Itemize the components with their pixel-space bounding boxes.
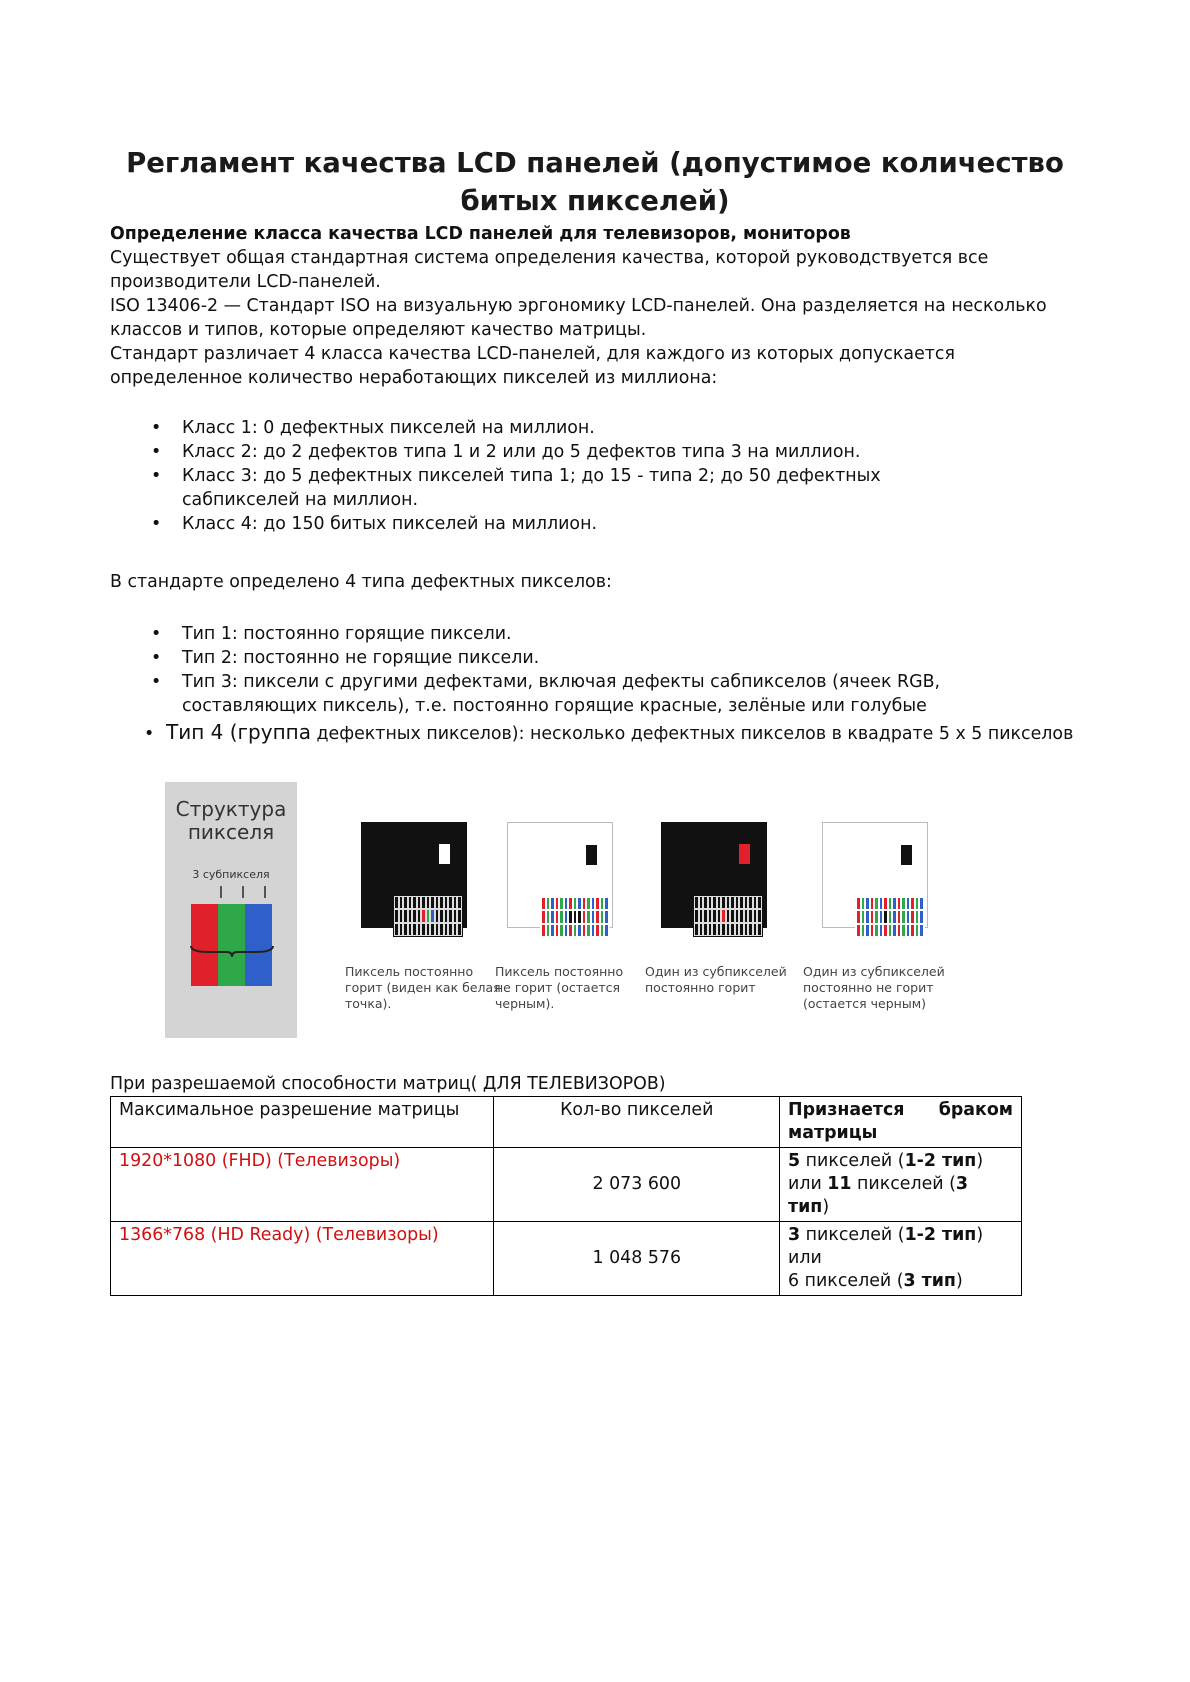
subpixel-cell bbox=[907, 898, 910, 909]
subpixel-cell bbox=[704, 910, 707, 921]
subpixel-cell bbox=[458, 924, 461, 935]
subpixel-cell bbox=[754, 910, 757, 921]
subpixel-cell bbox=[754, 897, 757, 908]
subpixel-cell bbox=[409, 924, 412, 935]
list-item bbox=[110, 440, 1110, 464]
subpixel-cell bbox=[418, 897, 421, 908]
subpixel-cell bbox=[605, 898, 608, 909]
structure-title-line-2: пикселя bbox=[187, 820, 275, 844]
defect-part: 6 пикселей ( bbox=[788, 1271, 904, 1291]
intro-paragraph-2: ISO 13406-2 — Стандарт ISO на визуальную эргономику LCD-панелей. Она разделяется на несколько классов и типов, которые определяют качество матрицы. bbox=[110, 296, 1047, 340]
subpixel-cell bbox=[704, 924, 707, 935]
structure-title-line-1: Структура bbox=[175, 797, 287, 821]
subpixel-cell bbox=[695, 910, 698, 921]
caption-dead-subpixel: Один из субпикселей постоянно не горит (остается черным) bbox=[803, 964, 945, 1011]
subpixel-cell bbox=[695, 924, 698, 935]
structure-subtitle: 3 субпикселя bbox=[192, 868, 270, 881]
subpixel-cell bbox=[916, 898, 919, 909]
subpixel-cell bbox=[754, 924, 757, 935]
subpixel-cell bbox=[749, 897, 752, 908]
list-item bbox=[110, 416, 1110, 440]
type-2-text: Тип 2: постоянно не горящие пиксели. bbox=[182, 648, 540, 668]
subpixel-cell bbox=[578, 898, 581, 909]
subpixel-cell bbox=[596, 911, 599, 922]
class-1-text: Класс 1: 0 дефектных пикселей на миллион. bbox=[182, 418, 595, 438]
subpixel-cell bbox=[436, 910, 439, 921]
caption-dead-pixel: Пиксель постоянно не горит (остается черным). bbox=[495, 964, 624, 1011]
defect-part: 11 bbox=[827, 1174, 852, 1194]
subpixel-cell bbox=[718, 924, 721, 935]
subpixel-cell bbox=[722, 924, 725, 935]
defect-cell bbox=[780, 1148, 1022, 1222]
defect-part: 5 bbox=[788, 1151, 801, 1171]
subpixel-cell bbox=[574, 925, 577, 936]
subpixel-cell bbox=[565, 911, 568, 922]
pixel-structure-panel bbox=[165, 782, 297, 1038]
subpixel-cell bbox=[916, 911, 919, 922]
subpixel-cell bbox=[431, 924, 434, 935]
subpixel-cell bbox=[400, 924, 403, 935]
bullet-icon: • bbox=[151, 648, 162, 668]
subpixel-cell bbox=[569, 898, 572, 909]
bullet-icon: • bbox=[151, 514, 162, 534]
black-dot bbox=[901, 845, 912, 865]
header-resolution: Максимальное разрешение матрицы bbox=[111, 1097, 494, 1148]
subpixel-cell bbox=[592, 925, 595, 936]
subpixel-cell bbox=[700, 924, 703, 935]
subpixel-cell bbox=[731, 897, 734, 908]
subpixel-cell bbox=[445, 910, 448, 921]
subpixel-cell bbox=[436, 924, 439, 935]
resolution-cell: 1920*1080 (FHD) (Телевизоры) bbox=[111, 1148, 494, 1222]
subpixel-cell bbox=[596, 925, 599, 936]
subpixel-cell bbox=[556, 925, 559, 936]
subpixel-cell bbox=[592, 911, 595, 922]
subpixel-cell bbox=[704, 897, 707, 908]
subpixel-ticks bbox=[220, 886, 266, 898]
subpixel-cell bbox=[578, 925, 581, 936]
subpixel-cell bbox=[556, 911, 559, 922]
subpixel-cell bbox=[745, 924, 748, 935]
subpixel-cell bbox=[736, 910, 739, 921]
list-item bbox=[110, 646, 1110, 670]
demo-stuck-white-pixel bbox=[361, 822, 467, 928]
subpixel-cell bbox=[587, 911, 590, 922]
resolution-table bbox=[110, 1096, 1022, 1296]
subpixel-cell bbox=[601, 898, 604, 909]
defect-part: 1-2 тип bbox=[904, 1151, 977, 1171]
defect-part: пикселей ( bbox=[800, 1225, 905, 1245]
caption-stuck-subpixel: Один из субпикселей постоянно горит bbox=[645, 964, 787, 995]
subpixel-cell bbox=[601, 911, 604, 922]
subpixel-cell bbox=[569, 911, 572, 922]
subpixel-cell bbox=[542, 911, 545, 922]
subpixel-cell bbox=[875, 925, 878, 936]
red-dot bbox=[739, 844, 750, 864]
subpixel-cell bbox=[880, 898, 883, 909]
subpixel-cell bbox=[727, 910, 730, 921]
demo-dead-subpixel bbox=[822, 822, 928, 928]
subpixel-cell bbox=[722, 910, 725, 921]
subpixel-cell bbox=[871, 898, 874, 909]
subpixel-cell bbox=[866, 911, 869, 922]
subpixel-cell bbox=[395, 897, 398, 908]
section-subheading: Определение класса качества LCD панелей для телевизоров, мониторов bbox=[110, 224, 851, 244]
subpixel-cell bbox=[605, 911, 608, 922]
subpixel-cell bbox=[449, 897, 452, 908]
subpixel-cell bbox=[547, 911, 550, 922]
type-4-lead: Тип 4 (группа bbox=[166, 720, 311, 744]
subpixel-cell bbox=[418, 910, 421, 921]
subpixel-cell bbox=[709, 910, 712, 921]
subpixel-cell bbox=[578, 911, 581, 922]
list-item bbox=[110, 622, 1110, 646]
type-list bbox=[110, 622, 1110, 718]
defect-part: 3 bbox=[788, 1225, 801, 1245]
subpixel-cell bbox=[758, 924, 761, 935]
intro-paragraph-3: Стандарт различает 4 класса качества LCD-панелей, для каждого из которых допускается определенное количество неработающих пикселей из миллиона: bbox=[110, 344, 955, 388]
subpixel-cell bbox=[700, 910, 703, 921]
subpixel-cell bbox=[862, 925, 865, 936]
subpixel-cell bbox=[422, 910, 425, 921]
subpixel-cell bbox=[731, 924, 734, 935]
subpixel-cell bbox=[583, 911, 586, 922]
subpixel-cell bbox=[713, 924, 716, 935]
list-item bbox=[110, 512, 1110, 536]
subpixel-cell bbox=[907, 925, 910, 936]
subpixel-cell bbox=[866, 925, 869, 936]
resolution-cell: 1366*768 (HD Ready) (Телевизоры) bbox=[111, 1222, 494, 1296]
defect-cell bbox=[780, 1222, 1022, 1296]
caption-stuck-pixel: Пиксель постоянно горит (виден как белая точка). bbox=[345, 964, 501, 1011]
subpixel-cell bbox=[605, 925, 608, 936]
subpixel-cell bbox=[713, 910, 716, 921]
defect-part: ) bbox=[955, 1271, 963, 1291]
demo-dead-pixel bbox=[507, 822, 613, 928]
pixel-count-cell: 2 073 600 bbox=[494, 1148, 780, 1222]
black-dot bbox=[586, 845, 597, 865]
class-2-text: Класс 2: до 2 дефектов типа 1 и 2 или до 5 дефектов типа 3 на миллион. bbox=[182, 442, 861, 462]
bullet-icon: • bbox=[144, 724, 155, 744]
subpixel-cell bbox=[709, 897, 712, 908]
type-4-rest: дефектных пикселов): несколько дефектных пикселов в квадрате 5 х 5 пикселов bbox=[316, 724, 1074, 744]
subpixel-cell bbox=[440, 897, 443, 908]
subpixel-cell bbox=[431, 897, 434, 908]
subpixel-cell bbox=[458, 910, 461, 921]
defect-part: 3 тип bbox=[788, 1174, 969, 1217]
subpixel-cell bbox=[740, 924, 743, 935]
subpixel-cell bbox=[560, 898, 563, 909]
subpixel-cell bbox=[574, 911, 577, 922]
subpixel-cell bbox=[736, 924, 739, 935]
subpixel-cell bbox=[893, 898, 896, 909]
subpixel-cell bbox=[587, 898, 590, 909]
subpixel-cell bbox=[898, 925, 901, 936]
subpixel-cell bbox=[898, 911, 901, 922]
white-dot bbox=[439, 844, 450, 864]
class-3-text: Класс 3: до 5 дефектных пикселей типа 1; до 15 - типа 2; до 50 дефектных сабпикселей на миллион. bbox=[182, 466, 881, 510]
table-row bbox=[111, 1222, 1022, 1296]
defect-part: пикселей ( bbox=[800, 1151, 905, 1171]
subpixel-cell bbox=[884, 925, 887, 936]
subpixel-cell bbox=[560, 925, 563, 936]
subpixel-cell bbox=[875, 911, 878, 922]
subpixel-cell bbox=[404, 924, 407, 935]
subpixel-cell bbox=[404, 910, 407, 921]
subpixel-cell bbox=[458, 897, 461, 908]
subpixel-cell bbox=[574, 898, 577, 909]
subpixel-cell bbox=[916, 925, 919, 936]
subpixel-cell bbox=[758, 910, 761, 921]
structure-title bbox=[165, 798, 297, 844]
subpixel-cell bbox=[880, 925, 883, 936]
subpixel-cell bbox=[889, 898, 892, 909]
subpixel-cell bbox=[911, 911, 914, 922]
subpixel-cell bbox=[547, 925, 550, 936]
subpixel-cell bbox=[556, 898, 559, 909]
subpixel-cell bbox=[542, 898, 545, 909]
page-title: Регламент качества LCD панелей (допустимое количество битых пикселей) bbox=[126, 147, 1064, 217]
intro-paragraph-1: Существует общая стандартная система определения качества, которой руководствуется все производители LCD-панелей. bbox=[110, 248, 989, 292]
subpixel-cell bbox=[857, 925, 860, 936]
type-3-text: Тип 3: пиксели с другими дефектами, включая дефекты сабпикселов (ячеек RGB, составляющих пиксель), т.е. постоянно горящие красные, зелёные или голубые bbox=[182, 672, 941, 716]
subpixel-cell bbox=[862, 898, 865, 909]
subpixel-cell bbox=[422, 897, 425, 908]
header-defect-word-3: матрицы bbox=[788, 1123, 878, 1143]
subpixel-cell bbox=[727, 924, 730, 935]
subpixel-cell bbox=[700, 897, 703, 908]
subpixel-cell bbox=[551, 911, 554, 922]
pixel-grid bbox=[393, 895, 463, 937]
header-defect bbox=[780, 1097, 1022, 1148]
subpixel-cell bbox=[445, 897, 448, 908]
subpixel-cell bbox=[871, 925, 874, 936]
defect-part: 3 тип bbox=[903, 1271, 956, 1291]
subpixel-cell bbox=[565, 925, 568, 936]
bullet-icon: • bbox=[151, 672, 162, 692]
subpixel-cell bbox=[427, 897, 430, 908]
subpixel-cell bbox=[436, 897, 439, 908]
subpixel-cell bbox=[911, 898, 914, 909]
subpixel-cell bbox=[601, 925, 604, 936]
subpixel-cell bbox=[596, 898, 599, 909]
list-item bbox=[110, 670, 1110, 718]
subpixel-cell bbox=[736, 897, 739, 908]
subpixel-cell bbox=[893, 925, 896, 936]
subpixel-cell bbox=[454, 910, 457, 921]
subpixel-cell bbox=[547, 898, 550, 909]
subpixel-cell bbox=[413, 910, 416, 921]
header-pixel-count: Кол-во пикселей bbox=[494, 1097, 780, 1148]
subpixel-cell bbox=[400, 897, 403, 908]
subpixel-cell bbox=[907, 911, 910, 922]
list-item bbox=[110, 464, 1110, 512]
subpixel-cell bbox=[445, 924, 448, 935]
bullet-icon: • bbox=[151, 442, 162, 462]
subpixel-cell bbox=[404, 897, 407, 908]
subpixel-cell bbox=[551, 925, 554, 936]
subpixel-cell bbox=[418, 924, 421, 935]
subpixel-cell bbox=[409, 910, 412, 921]
subpixel-cell bbox=[718, 897, 721, 908]
defect-part: ) bbox=[976, 1151, 984, 1171]
subpixel-cell bbox=[454, 897, 457, 908]
subpixel-cell bbox=[587, 925, 590, 936]
subpixel-cell bbox=[745, 910, 748, 921]
bullet-icon: • bbox=[151, 466, 162, 486]
types-intro: В стандарте определено 4 типа дефектных пикселов: bbox=[110, 572, 612, 592]
subpixel-cell bbox=[902, 911, 905, 922]
subpixel-cell bbox=[920, 898, 923, 909]
subpixel-cell bbox=[880, 911, 883, 922]
subpixel-cell bbox=[583, 898, 586, 909]
defect-part: 1-2 тип bbox=[904, 1225, 977, 1245]
subpixel-cell bbox=[884, 898, 887, 909]
subpixel-cell bbox=[740, 910, 743, 921]
subpixel-cell bbox=[889, 911, 892, 922]
subpixel-cell bbox=[449, 924, 452, 935]
subpixel-cell bbox=[440, 924, 443, 935]
subpixel-cell bbox=[731, 910, 734, 921]
subpixel-cell bbox=[911, 925, 914, 936]
brace-icon bbox=[189, 944, 275, 958]
subpixel-cell bbox=[709, 924, 712, 935]
subpixel-cell bbox=[745, 897, 748, 908]
subpixel-cell bbox=[740, 897, 743, 908]
type-4-line bbox=[110, 720, 1170, 746]
subpixel-cell bbox=[695, 897, 698, 908]
subpixel-cell bbox=[413, 924, 416, 935]
pixel-count-cell: 1 048 576 bbox=[494, 1222, 780, 1296]
subpixel-cell bbox=[898, 898, 901, 909]
subpixel-cell bbox=[440, 910, 443, 921]
pixel-figure bbox=[165, 782, 1045, 1044]
subpixel-cell bbox=[542, 925, 545, 936]
subpixel-cell bbox=[449, 910, 452, 921]
subpixel-cell bbox=[722, 897, 725, 908]
table-header-row bbox=[111, 1097, 1022, 1148]
subpixel-cell bbox=[875, 898, 878, 909]
subpixel-cell bbox=[857, 898, 860, 909]
subpixel-cell bbox=[431, 910, 434, 921]
subpixel-cell bbox=[862, 911, 865, 922]
subpixel-cell bbox=[551, 898, 554, 909]
subpixel-cell bbox=[718, 910, 721, 921]
table-row bbox=[111, 1148, 1022, 1222]
subpixel-cell bbox=[893, 911, 896, 922]
pixel-grid bbox=[540, 896, 610, 938]
subpixel-cell bbox=[565, 898, 568, 909]
subpixel-cell bbox=[395, 924, 398, 935]
defect-part: пикселей ( bbox=[851, 1174, 956, 1194]
subpixel-cell bbox=[409, 897, 412, 908]
subpixel-cell bbox=[857, 911, 860, 922]
subpixel-cell bbox=[749, 910, 752, 921]
pixel-grid bbox=[855, 896, 925, 938]
subpixel-cell bbox=[727, 897, 730, 908]
subpixel-cell bbox=[758, 897, 761, 908]
table-caption: При разрешаемой способности матриц( ДЛЯ ТЕЛЕВИЗОРОВ) bbox=[110, 1074, 666, 1094]
subpixel-cell bbox=[713, 897, 716, 908]
subpixel-cell bbox=[902, 898, 905, 909]
header-defect-word-2: браком bbox=[938, 1100, 1013, 1120]
defect-part: ) bbox=[822, 1197, 830, 1217]
bullet-icon: • bbox=[151, 624, 162, 644]
subpixel-cell bbox=[902, 925, 905, 936]
subpixel-cell bbox=[400, 910, 403, 921]
subpixel-cell bbox=[871, 911, 874, 922]
subpixel-cell bbox=[920, 911, 923, 922]
bullet-icon: • bbox=[151, 418, 162, 438]
class-list bbox=[110, 416, 1110, 536]
subpixel-cell bbox=[884, 911, 887, 922]
header-defect-word-1: Признается bbox=[788, 1100, 905, 1120]
type-1-text: Тип 1: постоянно горящие пиксели. bbox=[182, 624, 512, 644]
demo-stuck-subpixel bbox=[661, 822, 767, 928]
subpixel-cell bbox=[454, 924, 457, 935]
subpixel-cell bbox=[583, 925, 586, 936]
subpixel-cell bbox=[560, 911, 563, 922]
subpixel-cell bbox=[422, 924, 425, 935]
defect-part: или bbox=[788, 1174, 828, 1194]
subpixel-cell bbox=[427, 924, 430, 935]
class-4-text: Класс 4: до 150 битых пикселей на миллион. bbox=[182, 514, 597, 534]
pixel-grid bbox=[693, 895, 763, 937]
subpixel-cell bbox=[920, 925, 923, 936]
defect-part: ) или bbox=[788, 1225, 984, 1268]
subpixel-cell bbox=[866, 898, 869, 909]
subpixel-cell bbox=[592, 898, 595, 909]
subpixel-cell bbox=[569, 925, 572, 936]
subpixel-cell bbox=[427, 910, 430, 921]
subpixel-cell bbox=[395, 910, 398, 921]
subpixel-cell bbox=[889, 925, 892, 936]
subpixel-cell bbox=[413, 897, 416, 908]
subpixel-cell bbox=[749, 924, 752, 935]
